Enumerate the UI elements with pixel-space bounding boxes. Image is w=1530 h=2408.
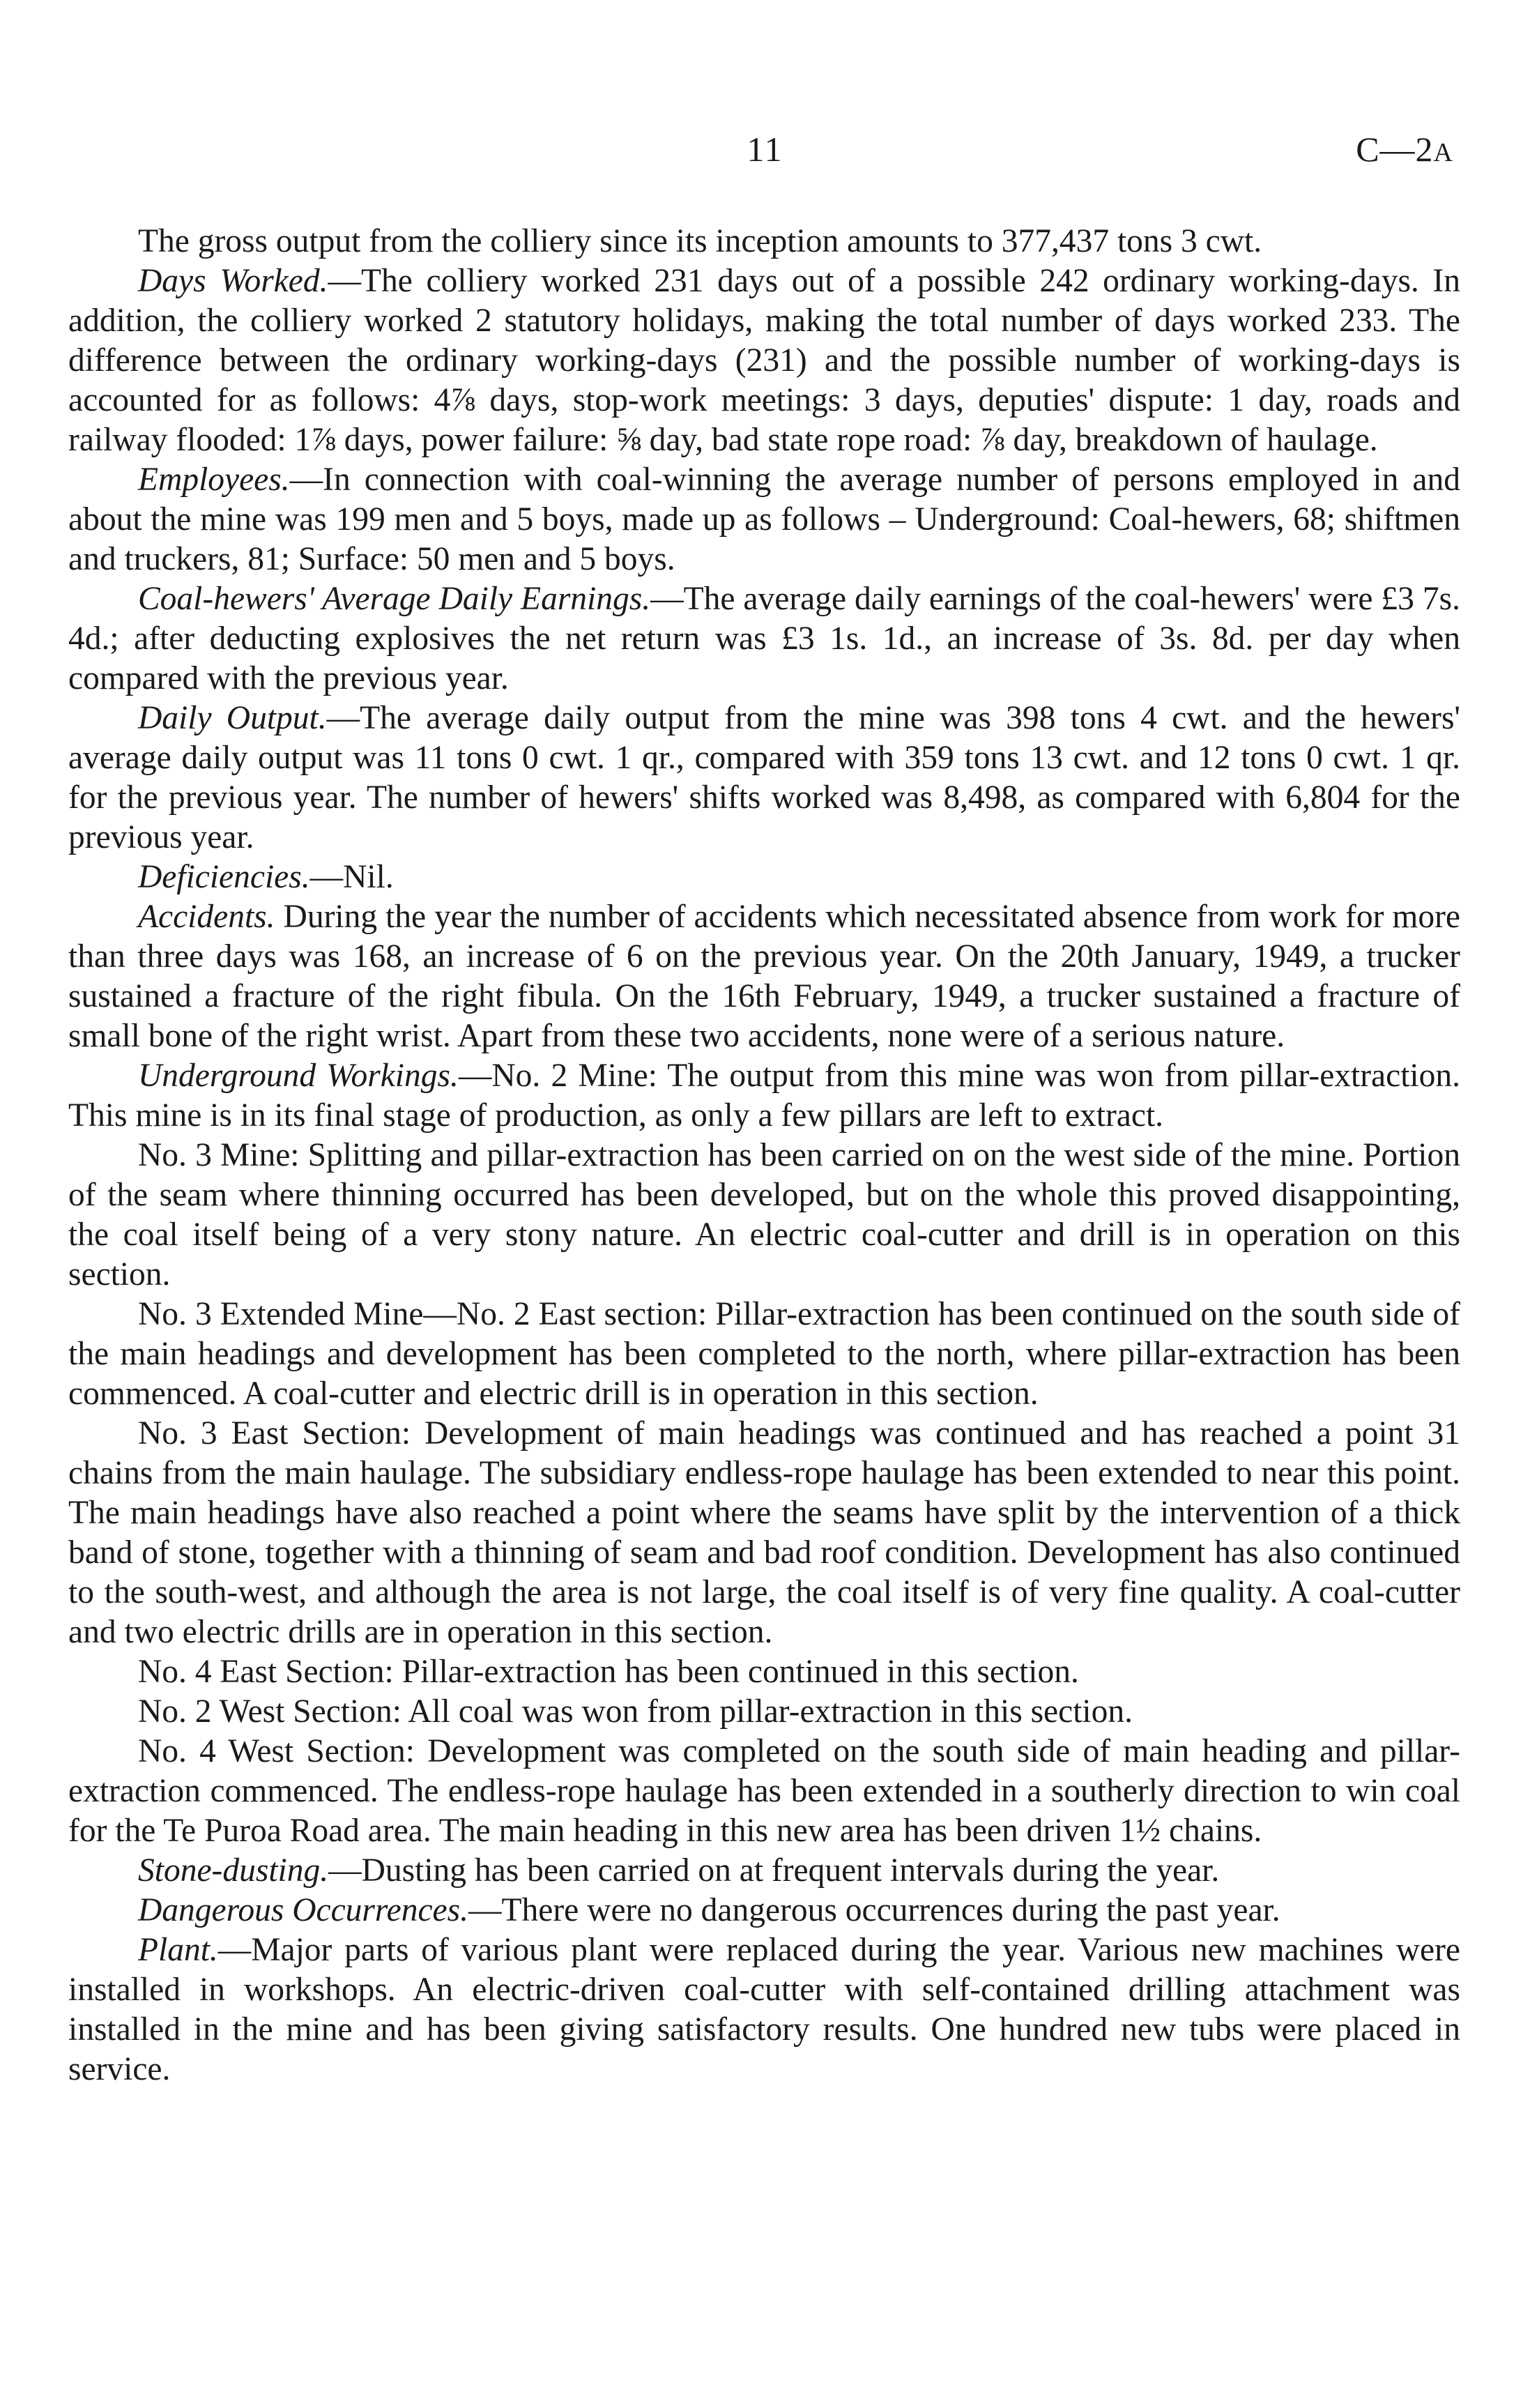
days-worked-heading: Days Worked.: [138, 263, 328, 299]
paragraph-no3-extended: No. 3 Extended Mine—No. 2 East section: Pillar-extraction has been continued on the south side of the main headings and development has been completed to the north, where pillar-extraction has been commenced. A coal-cutter and electric drill is in operation in this section.: [68, 1296, 1460, 1412]
daily-output-heading: Daily Output.: [138, 700, 327, 736]
deficiencies-heading: Deficiencies.: [138, 859, 310, 895]
paragraph-stone-dusting: Stone-dusting.—Dusting has been carried on at frequent intervals during the year.: [138, 1852, 1220, 1889]
paragraph-no3-east: No. 3 East Section: Development of main headings was continued and has reached a point 31 chains from the main haulage. The subsidiary endless-rope haulage has been extended to near this point. The main headings have also reached a point where the seams have split by the intervention of a thick band of stone, together with a thinning of seam and bad roof condition. Development has also continued to the south-west, and although the area is not large, the coal itself is of very fine quality. A coal-cutter and two electric drills are in operation in this section.: [68, 1415, 1460, 1650]
paragraph-days-worked: Days Worked.—The colliery worked 231 days out of a possible 242 ordinary working-days. In addition, the colliery worked 2 statutory holidays, making the total number of days worked 233. The difference between the ordinary working-days (231) and the possible number of working-days is accounted for as follows: 4⅞ days, stop-work meetings: 3 days, deputies' dispute: 1 day, roads and railway flooded: 1⅞ days, power failure: ⅝ day, bad state rope road: ⅞ day, breakdown of haulage.: [68, 263, 1460, 458]
paragraph-dangerous-occurrences: Dangerous Occurrences.—There were no dangerous occurrences during the past year.: [138, 1892, 1280, 1928]
report-body: [68, 222, 1460, 2089]
paragraph-accidents: Accidents. During the year the number of accidents which necessitated absence from work for more than three days was 168, an increase of 6 on the previous year. On the 20th January, 1949, a trucker sustained a fracture of the right fibula. On the 16th February, 1949, a trucker sustained a fracture of small bone of the right wrist. Apart from these two accidents, none were of a serious nature.: [68, 899, 1460, 1054]
paragraph-plant: Plant.—Major parts of various plant were replaced during the year. Various new machines were installed in workshops. An electric-driven coal-cutter with self-contained drilling attachment was installed in the mine and has been giving satisfactory results. One hundred new tubs were placed in service.: [68, 1932, 1460, 2087]
accidents-heading: Accidents.: [138, 899, 275, 935]
paragraph-deficiencies: Deficiencies.—Nil.: [138, 859, 394, 895]
paragraph-no2-west: No. 2 West Section: All coal was won from pillar-extraction in this section.: [138, 1693, 1133, 1730]
earnings-heading: Coal-hewers' Average Daily Earnings.: [138, 581, 651, 617]
employees-heading: Employees.: [138, 462, 290, 498]
paragraph-earnings: Coal-hewers' Average Daily Earnings.—The average daily earnings of the coal-hewers' were £3 7s. 4d.; after deducting explosives the net return was £3 1s. 1d., an increase of 3s. 8d. per day when compared with the previous year.: [68, 581, 1460, 696]
paragraph-no3-mine: No. 3 Mine: Splitting and pillar-extraction has been carried on on the west side of the mine. Portion of the seam where thinning occurred has been developed, but on the whole this proved disappointing, the coal itself being of a very stony nature. An electric coal-cutter and drill is in operation on this section.: [68, 1137, 1460, 1293]
stone-dusting-heading: Stone-dusting.: [138, 1852, 329, 1889]
page-code-main: C—2: [1356, 130, 1434, 169]
page-code: [1356, 129, 1453, 169]
underground-workings-heading: Underground Workings.: [138, 1058, 459, 1094]
dangerous-occurrences-heading: Dangerous Occurrences.: [138, 1892, 469, 1928]
plant-heading: Plant.: [138, 1932, 218, 1968]
paragraph-underground-workings: Underground Workings.—No. 2 Mine: The output from this mine was won from pillar-extraction. This mine is in its final stage of production, as only a few pillars are left to extract.: [68, 1058, 1460, 1134]
paragraph-gross-output: The gross output from the colliery since its inception amounts to 377,437 tons 3 cwt.: [138, 223, 1262, 259]
paragraph-no4-east: No. 4 East Section: Pillar-extraction has been continued in this section.: [138, 1654, 1079, 1690]
page-number: 11: [747, 130, 783, 169]
paragraph-employees: Employees.—In connection with coal-winning the average number of persons employed in and about the mine was 199 men and 5 boys, made up as follows – Underground: Coal-hewers, 68; shiftmen and truckers, 81; Surface: 50 men and 5 boys.: [68, 462, 1460, 577]
page-code-suffix: A: [1433, 138, 1453, 167]
paragraph-no4-west: No. 4 West Section: Development was completed on the south side of main heading and pillar-extraction commenced. The endless-rope haulage has been extended in a southerly direction to win coal for the Te Puroa Road area. The main heading in this new area has been driven 1½ chains.: [68, 1733, 1460, 1849]
paragraph-daily-output: Daily Output.—The average daily output from the mine was 398 tons 4 cwt. and the hewers' average daily output was 11 tons 0 cwt. 1 qr., compared with 359 tons 13 cwt. and 12 tons 0 cwt. 1 qr. for the previous year. The number of hewers' shifts worked was 8,498, as compared with 6,804 for the previous year.: [68, 700, 1460, 855]
